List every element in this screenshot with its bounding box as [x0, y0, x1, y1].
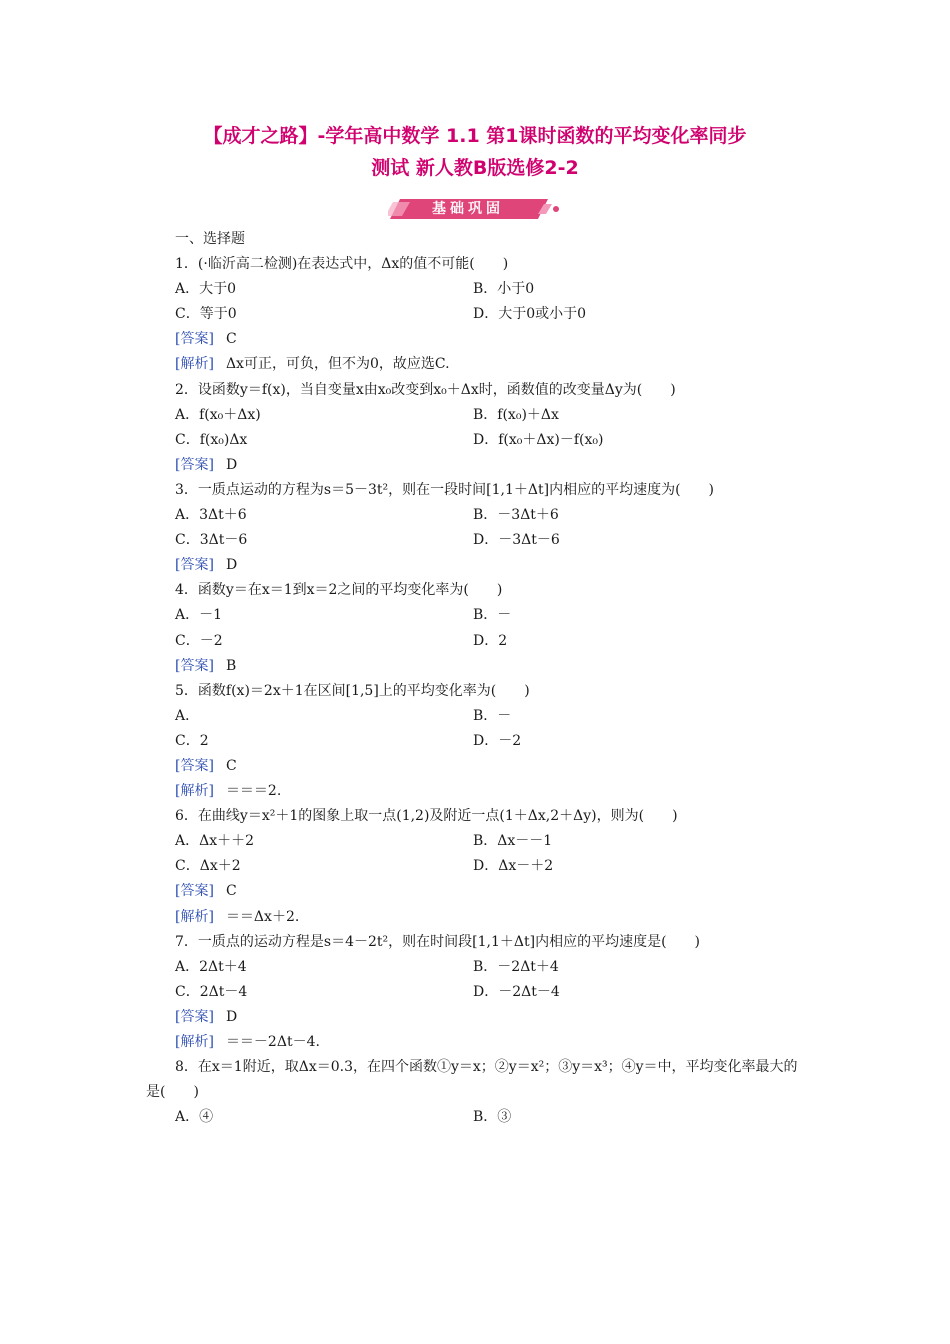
option-b: B．小于0: [473, 281, 535, 298]
option-b: B．③: [473, 1109, 512, 1126]
question-1-answer: [146, 327, 806, 352]
question-5-answer: [146, 754, 806, 779]
question-4-options-cd: [146, 629, 806, 654]
answer-value: D: [225, 1008, 238, 1025]
answer-label: [答案]: [175, 557, 214, 574]
answer-value: B: [225, 657, 237, 674]
option-a: A．3Δt＋6: [175, 507, 247, 524]
question-7-options-ab: [146, 955, 806, 980]
option-b: B．－: [473, 607, 512, 624]
option-d: D．f(x₀＋Δx)－f(x₀): [473, 431, 604, 448]
question-1-explanation: [146, 352, 806, 377]
document-title: [0, 120, 950, 184]
explanation-text: ＝＝Δx＋2.: [225, 908, 300, 925]
question-6-explanation: [146, 905, 806, 930]
explanation-text: ＝＝－2Δt－4.: [225, 1034, 320, 1050]
section-heading: 一、选择题: [175, 231, 245, 247]
question-5-stem: 5．函数f(x)＝2x＋1在区间[1,5]上的平均变化率为( ): [175, 682, 530, 699]
option-b: B．Δx－－1: [473, 833, 553, 850]
option-a: A．－1: [175, 607, 223, 624]
question-6-options-ab: [146, 829, 806, 854]
question-3-answer: [146, 553, 806, 578]
question-8-options-ab: [146, 1105, 806, 1130]
option-b: B．－: [473, 707, 512, 724]
answer-label: [答案]: [175, 757, 214, 774]
option-a: A．: [175, 707, 200, 724]
option-b: B．－3Δt＋6: [473, 507, 559, 524]
section-banner: [388, 198, 560, 220]
answer-label: [答案]: [175, 1008, 214, 1025]
answer-label: [答案]: [175, 883, 214, 900]
banner-label: 基础巩固: [432, 201, 504, 217]
option-d: D．－2Δt－4: [473, 983, 560, 1000]
option-c: C．等于0: [175, 306, 237, 323]
question-5-options-ab: [146, 704, 806, 729]
answer-value: C: [225, 757, 237, 774]
question-8-stem: 8．在x＝1附近，取Δx＝0.3，在四个函数①y＝x；②y＝x²；③y＝x³；④y＝中，平均变化率最大的是( ): [146, 1059, 798, 1101]
option-d: D．－2: [473, 732, 522, 749]
option-a: A．Δx＋＋2: [175, 833, 255, 850]
option-d: D．2: [473, 632, 508, 649]
question-1-options-cd: [146, 302, 806, 327]
answer-label: [答案]: [175, 331, 214, 348]
explanation-label: [解析]: [175, 908, 214, 925]
explanation-text: Δx可正，可负，但不为0，故应选C.: [225, 356, 450, 373]
option-c: C．2: [175, 732, 209, 749]
answer-value: C: [225, 331, 237, 348]
question-list: [146, 227, 806, 1130]
answer-value: C: [225, 883, 237, 900]
question-7-explanation: [146, 1030, 806, 1055]
question-3-options-cd: [146, 528, 806, 553]
option-b: B．f(x₀)＋Δx: [473, 406, 559, 423]
option-c: C．3Δt－6: [175, 532, 248, 549]
question-6-options-cd: [146, 854, 806, 879]
option-d: D．Δx－＋2: [473, 858, 554, 875]
option-a: A．2Δt＋4: [175, 958, 247, 975]
option-c: C．－2: [175, 632, 223, 649]
question-2-options-cd: [146, 428, 806, 453]
question-6-stem: 6．在曲线y＝x²＋1的图象上取一点(1,2)及附近一点(1＋Δx,2＋Δy)，则为( ): [175, 808, 678, 825]
answer-value: D: [225, 456, 238, 473]
option-c: C．f(x₀)Δx: [175, 431, 248, 448]
title-line-1: 【成才之路】-学年高中数学 1.1 第1课时函数的平均变化率同步: [203, 125, 747, 147]
question-3-options-ab: [146, 503, 806, 528]
question-1-options-ab: [146, 277, 806, 302]
explanation-label: [解析]: [175, 783, 214, 800]
question-4-options-ab: [146, 603, 806, 628]
question-2-options-ab: [146, 403, 806, 428]
option-a: A．大于0: [175, 281, 237, 298]
title-line-2: 测试 新人教B版选修2-2: [371, 157, 579, 179]
question-7-options-cd: [146, 980, 806, 1005]
explanation-label: [解析]: [175, 1034, 214, 1050]
question-2-answer: [146, 453, 806, 478]
question-5-options-cd: [146, 729, 806, 754]
question-7-stem: 7．一质点的运动方程是s＝4－2t²，则在时间段[1,1＋Δt]内相应的平均速度是( ): [175, 933, 700, 950]
option-d: D．大于0或小于0: [473, 306, 587, 323]
question-1-stem: 1．(·临沂高二检测)在表达式中，Δx的值不可能( ): [175, 256, 509, 273]
answer-label: [答案]: [175, 657, 214, 674]
option-b: B．－2Δt＋4: [473, 958, 559, 975]
option-c: C．Δx＋2: [175, 858, 241, 875]
question-5-explanation: [146, 779, 806, 804]
option-d: D．－3Δt－6: [473, 532, 560, 549]
explanation-text: ＝＝＝2.: [225, 783, 282, 800]
option-c: C．2Δt－4: [175, 983, 248, 1000]
answer-value: D: [225, 557, 238, 574]
question-2-stem: 2．设函数y＝f(x)，当自变量x由x₀改变到x₀＋Δx时，函数值的改变量Δy为( ): [175, 381, 676, 398]
option-a: A．④: [175, 1109, 214, 1126]
answer-label: [答案]: [175, 456, 214, 473]
question-4-stem: 4．函数y＝在x＝1到x＝2之间的平均变化率为( ): [175, 582, 503, 599]
question-7-answer: [146, 1005, 806, 1030]
question-6-answer: [146, 879, 806, 904]
option-a: A．f(x₀＋Δx): [175, 406, 261, 423]
question-3-stem: 3．一质点运动的方程为s＝5－3t²，则在一段时间[1,1＋Δt]内相应的平均速度为( ): [175, 481, 714, 498]
question-4-answer: [146, 654, 806, 679]
explanation-label: [解析]: [175, 356, 214, 373]
